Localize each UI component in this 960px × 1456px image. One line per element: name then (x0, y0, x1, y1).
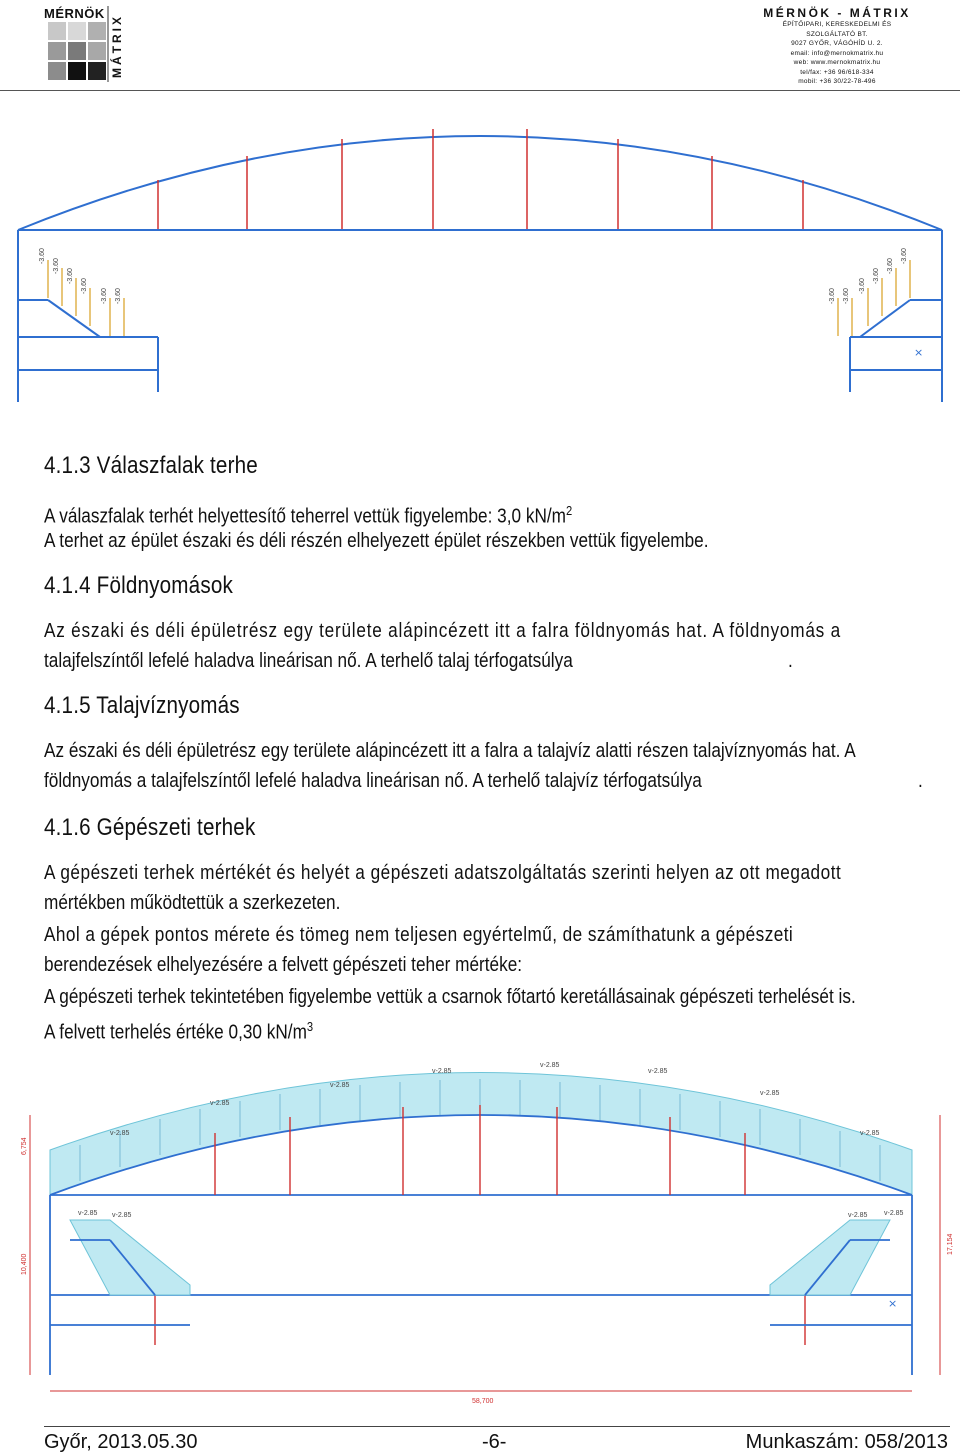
dimension-label: 6,754 (21, 1137, 28, 1155)
frame-load-diagram-2 (0, 1055, 960, 1420)
text-span: A válaszfalak terhét helyettesítő teherrel vettük figyelembe: 3,0 kN/m (44, 505, 566, 528)
load-label: -3.60 (39, 248, 46, 264)
footer-date: Győr, 2013.05.30 (44, 1431, 198, 1453)
dimension-label: 58,700 (472, 1398, 494, 1405)
heading-4-1-5: 4.1.5 Talajvíznyomás (44, 692, 240, 719)
paragraph-line: Ahol a gépek pontos mérete és tömeg nem teljesen egyértelmű, de számíthatunk a gépészeti (44, 924, 794, 946)
load-label: -3.60 (101, 288, 108, 304)
load-label: v-2.85 (848, 1212, 868, 1219)
company-mobile: mobil: +36 30/22-78-496 (798, 78, 876, 85)
paragraph-line: A gépészeti terhek mértékét és helyét a gépészeti adatszolgáltatás szerinti helyen az ott megadott (44, 862, 842, 884)
load-label: -3.60 (53, 258, 60, 274)
company-name: MÉRNÖK - MÁTRIX (763, 6, 911, 20)
heading-4-1-6: 4.1.6 Gépészeti terhek (44, 814, 256, 841)
paragraph-period: . (918, 770, 923, 792)
paragraph-period: . (788, 650, 793, 672)
footer-rule (44, 1426, 950, 1427)
paragraph-line: mértékben működtettük a szerkezeten. (44, 892, 341, 914)
load-label: v-2.85 (648, 1068, 668, 1075)
paragraph-line: Az északi és déli épületrész egy területe alápincézett itt a falra földnyomás hat. A földnyomás a (44, 620, 841, 642)
cross-marker: × (914, 346, 924, 359)
company-web: web: www.mernokmatrix.hu (793, 59, 881, 66)
text-span: A felvett terhelés értéke 0,30 kN/m (44, 1021, 307, 1044)
paragraph-line (44, 1012, 956, 1048)
company-line: ÉPÍTŐIPARI, KERESKEDELMI ÉS SZOLGÁLTATÓ BT. (782, 21, 892, 38)
load-label: -3.60 (829, 288, 836, 304)
load-label: -3.60 (901, 248, 908, 264)
heading-4-1-3: 4.1.3 Válaszfalak terhe (44, 452, 258, 479)
load-label: v-2.85 (760, 1090, 780, 1097)
company-address: 9027 GYŐR, VÁGÓHÍD U. 2. (791, 40, 883, 47)
cross-marker: × (888, 1297, 898, 1310)
paragraph-line: talajfelszíntől lefelé haladva lineárisan nő. A terhelő talaj térfogatsúlya (44, 650, 573, 672)
load-label: -3.60 (115, 288, 122, 304)
load-label: v-2.85 (78, 1210, 98, 1217)
load-label: v-2.85 (112, 1212, 132, 1219)
company-info (762, 6, 912, 87)
load-label: v-2.85 (540, 1062, 560, 1069)
load-label: v-2.85 (210, 1100, 230, 1107)
logo-word: MÉRNÖK (44, 6, 105, 21)
load-label: -3.60 (887, 258, 894, 274)
company-email: email: info@mernokmatrix.hu (790, 49, 884, 57)
load-label: -3.60 (873, 268, 880, 284)
superscript: 3 (306, 1019, 314, 1034)
load-label: v-2.85 (432, 1068, 452, 1075)
logo-vertical-text: MÁTRIX (110, 14, 124, 78)
load-label: v-2.85 (860, 1130, 880, 1137)
load-label: -3.60 (859, 278, 866, 294)
header-rule (0, 90, 960, 91)
paragraph-line: földnyomás a talajfelszíntől lefelé haladva lineárisan nő. A terhelő talajvíz térfogatsúlya (44, 770, 702, 792)
load-label: v-2.85 (884, 1210, 904, 1217)
paragraph-line: A gépészeti terhek tekintetében figyelembe vettük a csarnok főtartó keretállásainak gépészeti terhelését is. (44, 986, 856, 1008)
superscript: 2 (565, 503, 573, 518)
footer-job-number: Munkaszám: 058/2013 (745, 1431, 948, 1453)
paragraph-line: A terhet az épület északi és déli részén elhelyezett épület részekben vettük figyelembe. (44, 530, 709, 552)
company-tel: tel/fax: +36 96/618-334 (800, 68, 874, 76)
paragraph-line: Az északi és déli épületrész egy területe alápincézett itt a falra a talajvíz alatti részen talajvíznyomás hat. A (44, 740, 856, 762)
load-label: -3.60 (843, 288, 850, 304)
heading-4-1-4: 4.1.4 Földnyomások (44, 572, 233, 599)
load-label: -3.60 (81, 278, 88, 294)
load-label: v-2.85 (330, 1082, 350, 1089)
paragraph-line: berendezések elhelyezésére a felvett gépészeti teher mértéke: (44, 954, 523, 976)
load-label: v-2.85 (110, 1130, 130, 1137)
frame-load-diagram-1 (0, 92, 960, 432)
footer-page-number: -6- (482, 1431, 507, 1453)
load-label: -3.60 (67, 268, 74, 284)
dimension-label: 17,154 (947, 1233, 954, 1255)
dimension-label: 10,400 (21, 1253, 28, 1275)
